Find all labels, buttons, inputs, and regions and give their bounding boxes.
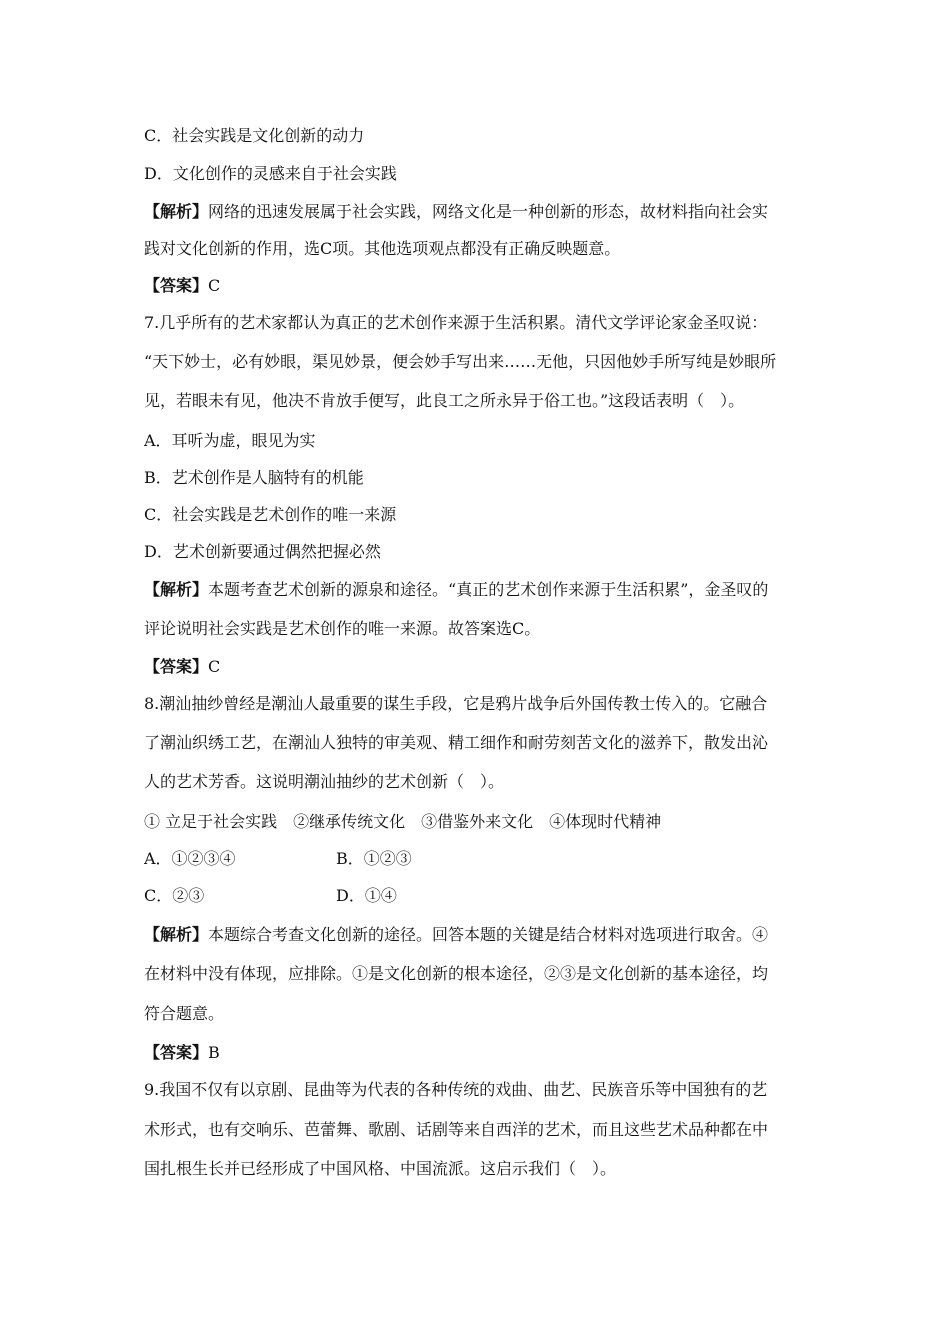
question-8-option-d: D．①④ [336, 886, 397, 905]
question-7-option-a: A．耳听为虚，眼见为实 [144, 431, 316, 450]
question-8-line-3: 人的艺术芳香。这说明潮汕抽纱的艺术创新（ ）。 [144, 772, 505, 791]
analysis-6-line-2: 践对文化创新的作用，选C项。其他选项观点都没有正确反映题意。 [144, 239, 621, 258]
analysis-label: 【解析】 [144, 580, 209, 599]
question-8-options-row-2 [144, 886, 814, 906]
question-9-line-3: 国扎根生长并已经形成了中国风格、中国流派。这启示我们（ ）。 [144, 1159, 617, 1178]
answer-6-value: C [208, 276, 221, 295]
analysis-label: 【解析】 [144, 925, 209, 944]
question-8-option-b: B．①②③ [336, 849, 412, 868]
analysis-8-line-3: 符合题意。 [144, 1004, 225, 1023]
answer-7 [144, 657, 814, 677]
question-7-line-2: “天下妙士，必有妙眼，渠见妙景，便会妙手写出来……无他，只因他妙手所写纯是妙眼所 [144, 352, 777, 371]
answer-8 [144, 1043, 814, 1063]
analysis-8-text: 本题综合考查文化创新的途径。回答本题的关键是结合材料对选项进行取舍。④ [208, 925, 769, 944]
question-8-line-2: 了潮汕织绣工艺，在潮汕人独特的审美观、精工细作和耐劳刻苦文化的滋养下，散发出沁 [144, 733, 769, 752]
answer-6 [144, 276, 814, 296]
question-7-option-d: D．艺术创新要通过偶然把握必然 [144, 542, 381, 561]
analysis-7-line-2: 评论说明社会实践是艺术创作的唯一来源。故答案选C。 [144, 619, 541, 638]
question-7-line-3: 见，若眼未有见，他决不肯放手便写，此良工之所永异于俗工也。”这段话表明（ ）。 [144, 391, 745, 410]
option-c-text: C．社会实践是文化创新的动力 [144, 126, 365, 145]
analysis-6-text: 网络的迅速发展属于社会实践，网络文化是一种创新的形态，故材料指向社会实 [208, 202, 769, 221]
question-7-line-1: 7.几乎所有的艺术家都认为真正的艺术创作来源于生活积累。清代文学评论家金圣叹说： [144, 313, 768, 332]
analysis-8-line-1 [144, 925, 814, 945]
question-8-option-a: A．①②③④ [144, 849, 236, 868]
question-8-option-c: C．②③ [144, 886, 205, 905]
question-9-line-2: 术形式，也有交响乐、芭蕾舞、歌剧、话剧等来自西洋的艺术，而且这些艺术品种都在中 [144, 1120, 769, 1139]
answer-7-value: C [208, 657, 221, 676]
question-8-statements: ① 立足于社会实践 ②继承传统文化 ③借鉴外来文化 ④体现时代精神 [144, 812, 662, 831]
analysis-8-line-2: 在材料中没有体现，应排除。①是文化创新的根本途径，②③是文化创新的基本途径，均 [144, 964, 769, 983]
analysis-6-line-1 [144, 202, 814, 222]
answer-label: 【答案】 [144, 657, 209, 676]
answer-label: 【答案】 [144, 1043, 209, 1062]
question-7-option-c: C．社会实践是艺术创作的唯一来源 [144, 505, 397, 524]
option-d-text: D．文化创作的灵感来自于社会实践 [144, 164, 397, 183]
question-8-line-1: 8.潮汕抽纱曾经是潮汕人最重要的谋生手段，它是鸦片战争后外国传教士传入的。它融合 [144, 694, 768, 713]
question-7-option-b: B．艺术创作是人脑特有的机能 [144, 468, 364, 487]
analysis-7-text: 本题考查艺术创新的源泉和途径。“真正的艺术创作来源于生活积累”，金圣叹的 [208, 580, 769, 599]
answer-8-value: B [208, 1043, 220, 1062]
question-8-options-row-1 [144, 849, 814, 869]
answer-label: 【答案】 [144, 276, 209, 295]
question-9-line-1: 9.我国不仅有以京剧、昆曲等为代表的各种传统的戏曲、曲艺、民族音乐等中国独有的艺 [144, 1080, 768, 1099]
analysis-7-line-1 [144, 580, 814, 600]
analysis-label: 【解析】 [144, 202, 209, 221]
